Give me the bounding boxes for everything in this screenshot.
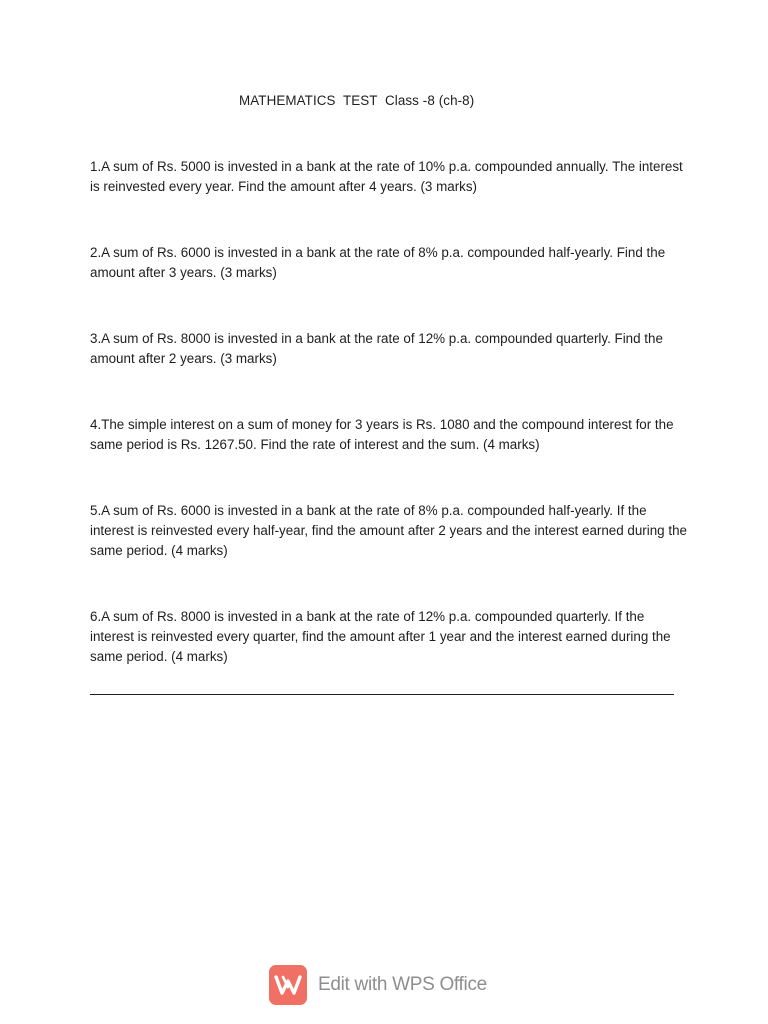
edit-with-wps-button[interactable] [269,965,487,1005]
wps-logo-icon [269,965,307,1005]
question-4: 4.The simple interest on a sum of money for 3 years is Rs. 1080 and the compound interest for the same period is Rs. 1267.50. Find the rate of interest and the sum. (4 marks) [90,417,674,452]
question-2: 2.A sum of Rs. 6000 is invested in a bank at the rate of 8% p.a. compounded half-yearly. Find the amount after 3 years. (3 marks) [90,245,666,280]
question-3: 3.A sum of Rs. 8000 is invested in a bank at the rate of 12% p.a. compounded quarterly. Find the amount after 2 years. (3 marks) [90,331,663,366]
question-6: 6.A sum of Rs. 8000 is invested in a bank at the rate of 12% p.a. compounded quarterly. If the interest is reinvested every quarter, find the amount after 1 year and the interest earned during the same period. (4 marks) [90,609,671,664]
question-1: 1.A sum of Rs. 5000 is invested in a bank at the rate of 10% p.a. compounded annually. The interest is reinvested every year. Find the amount after 4 years. (3 marks) [90,159,683,194]
test-title: MATHEMATICS TEST Class -8 (ch-8) [239,93,475,108]
edit-with-wps-label: Edit with WPS Office [318,974,487,995]
horizontal-rule [90,694,674,695]
question-5: 5.A sum of Rs. 6000 is invested in a bank at the rate of 8% p.a. compounded half-yearly. If the interest is reinvested every half-year, find the amount after 2 years and the interest earned during the same period. (4 marks) [90,503,687,558]
